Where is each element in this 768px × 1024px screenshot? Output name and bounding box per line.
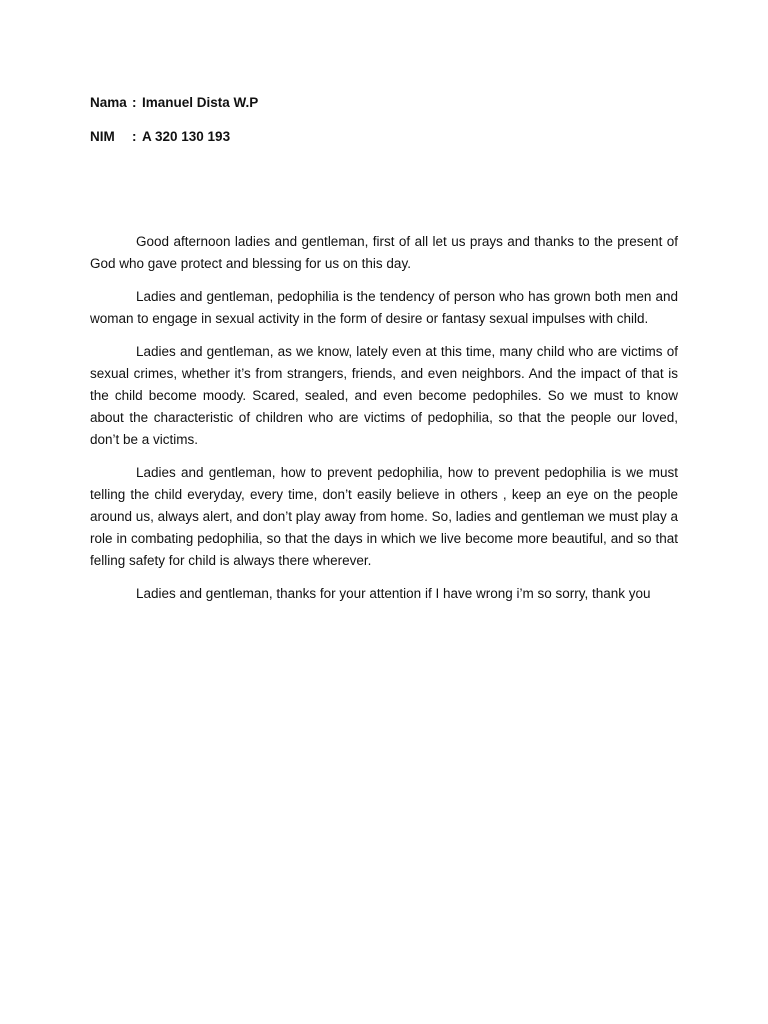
name-separator: : <box>132 95 137 110</box>
speech-body <box>90 231 678 616</box>
paragraph-closing: Ladies and gentleman, thanks for your attention if I have wrong i’m so sorry, thank you <box>136 586 651 601</box>
nim-label: NIM <box>90 129 115 144</box>
name-row <box>90 93 490 113</box>
nim-value: A 320 130 193 <box>142 129 231 144</box>
paragraph-greeting: Good afternoon ladies and gentleman, first of all let us prays and thanks to the present of God who gave protect and blessing for us on this day. <box>90 234 678 271</box>
paragraph-prevention: Ladies and gentleman, how to prevent pedophilia, how to prevent pedophilia is we must telling the child everyday, every time, don’t easily believe in others , keep an eye on the people around us, always alert, and don’t play away from home. So, ladies and gentleman we must play a role in combating pedophilia, so that the days in which we live become more beautiful, and so that felling safety for child is always there wherever. <box>90 465 678 568</box>
nim-separator: : <box>132 129 137 144</box>
paragraph-impact: Ladies and gentleman, as we know, lately even at this time, many child who are victims of sexual crimes, whether it’s from strangers, friends, and even neighbors. And the impact of that is the child become moody. Scared, sealed, and even become pedophiles. So we must to know about the characteristic of children who are victims of pedophilia, so that the people our loved, don’t be a victims. <box>90 344 678 447</box>
name-label: Nama <box>90 95 127 110</box>
name-value: Imanuel Dista W.P <box>142 95 259 110</box>
paragraph-definition: Ladies and gentleman, pedophilia is the tendency of person who has grown both men and woman to engage in sexual activity in the form of desire or fantasy sexual impulses with child. <box>90 289 678 326</box>
nim-row <box>90 127 490 147</box>
student-info <box>90 93 490 161</box>
